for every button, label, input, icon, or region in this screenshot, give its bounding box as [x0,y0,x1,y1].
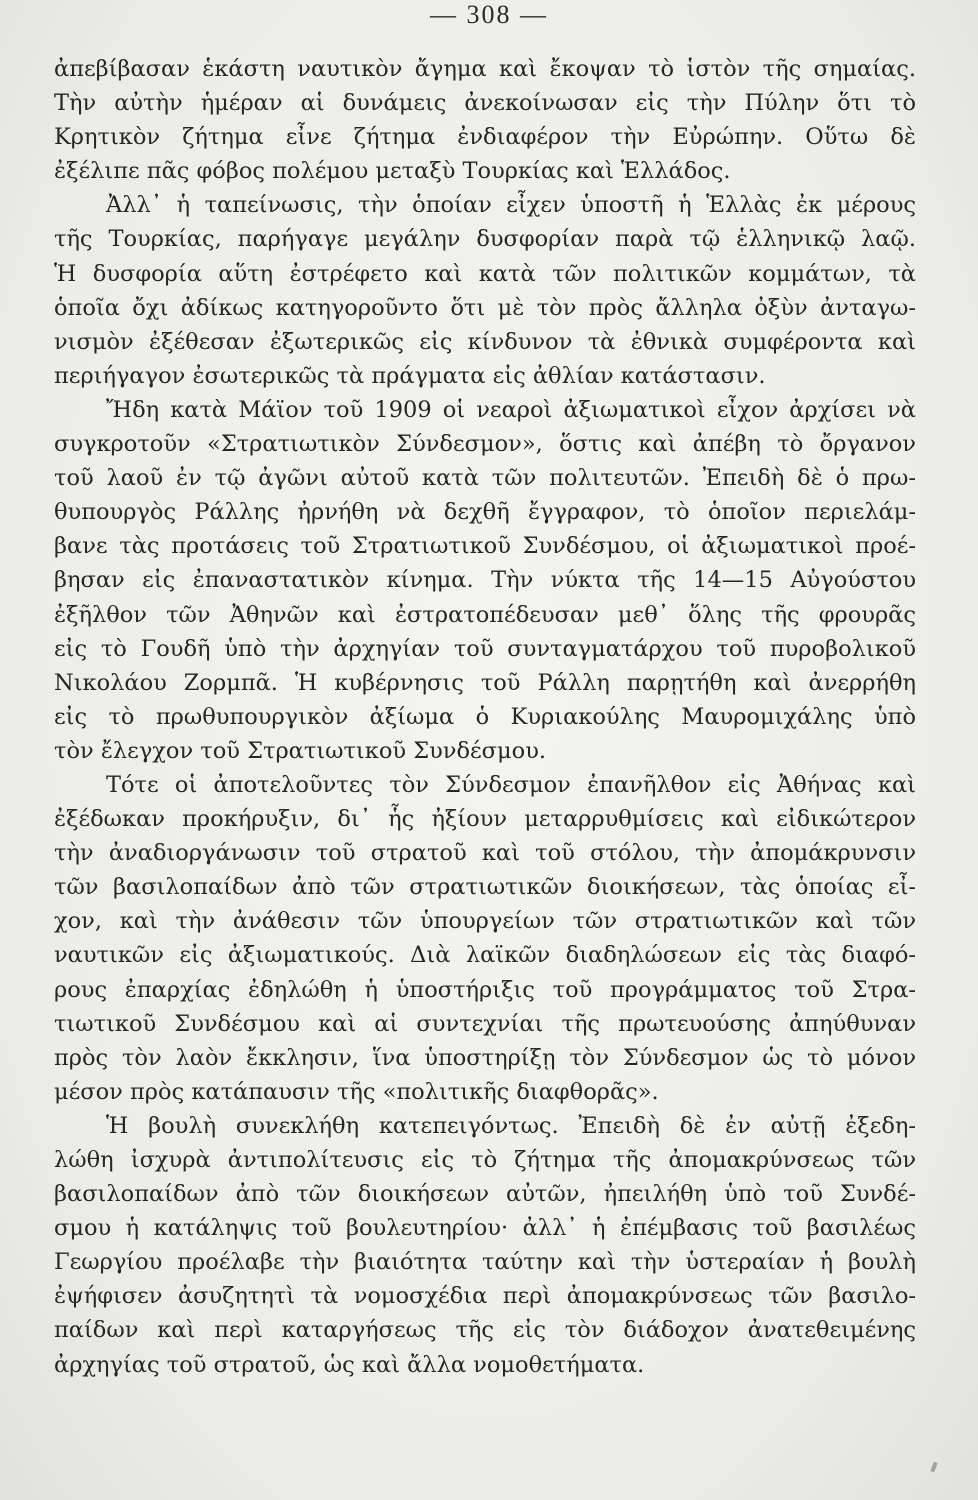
text-line: νισμὸν ἐξέθεσαν ἐξωτερικῶς εἰς κίνδυνον τὰ ἐθνικὰ συμφέροντα καὶ [54,328,916,355]
page-number: — 308 — [430,0,548,29]
text-line: βησαν εἰς ἐπαναστατικὸν κίνημα. Τὴν νύκτα τῆς 14—15 Αὐγούστου [54,567,916,594]
text-line: Ἡ δυσφορία αὕτη ἐστρέφετο καὶ κατὰ τῶν πολιτικῶν κομμάτων, τὰ [54,260,916,287]
text-line: μέσον πρὸς κατάπαυσιν τῆς «πολιτικῆς διαφθορᾶς». [54,1078,659,1105]
text-line: ὁποῖα ὄχι ἀδίκως κατηγοροῦντο ὅτι μὲ τὸν πρὸς ἄλληλα ὀξὺν ἀνταγω- [54,294,916,321]
text-line: βασιλοπαίδων ἀπὸ τῶν διοικήσεων αὐτῶν, ἠπειλήθη ὑπὸ τοῦ Συνδέ- [54,1181,916,1208]
text-line: τοῦ λαοῦ ἐν τῷ ἀγῶνι αὐτοῦ κατὰ τῶν πολιτευτῶν. Ἐπειδὴ δὲ ὁ πρω- [54,465,916,492]
text-line: θυπουργὸς Ράλλης ἠρνήθη νὰ δεχθῆ ἔγγραφον, τὸ ὁποῖον περιελάμ- [54,499,916,526]
text-line: Γεωργίου προέλαβε τὴν βιαιότητα ταύτην καὶ τὴν ὑστεραίαν ἡ βουλὴ [54,1249,916,1276]
text-line: Τὴν αὐτὴν ἡμέραν αἱ δυνάμεις ἀνεκοίνωσαν εἰς τὴν Πύλην ὅτι τὸ [54,90,916,117]
text-line: χον, καὶ τὴν ἀνάθεσιν τῶν ὑπουργείων τῶν στρατιωτικῶν καὶ τῶν [54,908,916,935]
text-line: ἐψήφισεν ἀσυζητητὶ τὰ νομοσχέδια περὶ ἀπομακρύνσεως τῶν βασιλο- [54,1283,916,1310]
text-line: ἐξέδωκαν προκήρυξιν, δι᾽ ἧς ἠξίουν μεταρρυθμίσεις καὶ εἰδικώτερον [54,806,916,833]
text-line: τιωτικοῦ Συνδέσμου καὶ αἱ συντεχνίαι τῆς πρωτευούσης ἀπηύθυναν [54,1010,916,1037]
text-line: συγκροτοῦν «Στρατιωτικὸν Σύνδεσμον», ὅστις καὶ ἀπέβη τὸ ὄργανον [54,431,916,458]
text-line: Ἀλλ᾽ ἡ ταπείνωσις, τὴν ὁποίαν εἶχεν ὑποστῆ ἡ Ἑλλὰς ἐκ μέρους [106,192,916,219]
text-line: παίδων καὶ περὶ καταργήσεως τῆς εἰς τὸν διάδοχον ἀνατεθειμένης [54,1317,916,1344]
text-line: Τότε οἱ ἀποτελοῦντες τὸν Σύνδεσμον ἐπανῆλθον εἰς Ἀθήνας καὶ [106,771,916,798]
text-line: πρὸς τὸν λαὸν ἔκκλησιν, ἵνα ὑποστηρίξῃ τὸν Σύνδεσμον ὡς τὸ μόνον [54,1044,916,1071]
text-line: ἐξέλιπε πᾶς φόβος πολέμου μεταξὺ Τουρκίας καὶ Ἑλλάδος. [54,158,731,185]
text-line: ἀρχηγίας τοῦ στρατοῦ, ὡς καὶ ἄλλα νομοθετήματα. [54,1351,645,1378]
text-line: τῆς Τουρκίας, παρήγαγε μεγάλην δυσφορίαν παρὰ τῷ ἑλληνικῷ λαῷ. [54,226,916,253]
text-line: σμου ἡ κατάληψις τοῦ βουλευτηρίου· ἀλλ᾽ ἡ ἐπέμβασις τοῦ βασιλέως [54,1215,916,1242]
text-line: εἰς τὸ Γουδῆ ὑπὸ τὴν ἀρχηγίαν τοῦ συνταγματάρχου τοῦ πυροβολικοῦ [54,635,916,662]
text-line: Κρητικὸν ζήτημα εἶνε ζήτημα ἐνδιαφέρον τὴν Εὐρώπην. Οὕτω δὲ [54,124,916,151]
text-line: εἰς τὸ πρωθυπουργικὸν ἀξίωμα ὁ Κυριακούλης Μαυρομιχάλης ὑπὸ [54,703,916,730]
text-line: ἀπεβίβασαν ἑκάστη ναυτικὸν ἄγημα καὶ ἔκοψαν τὸ ἱστὸν τῆς σημαίας. [54,56,916,82]
text-line: περιήγαγον ἐσωτερικῶς τὰ πράγματα εἰς ἀθλίαν κατάστασιν. [54,362,766,389]
print-speck [930,1462,937,1473]
text-line: Νικολάου Ζορμπᾶ. Ἡ κυβέρνησις τοῦ Ράλλη παρῃτήθη καὶ ἀνερρήθη [54,669,916,696]
text-line: βανε τὰς προτάσεις τοῦ Στρατιωτικοῦ Συνδέσμου, οἱ ἀξιωματικοὶ προέ- [54,533,916,560]
text-line: ρους ἐπαρχίας ἐδηλώθη ἡ ὑποστήριξις τοῦ προγράμματος τοῦ Στρα- [54,976,916,1003]
text-line: Ἡ βουλὴ συνεκλήθη κατεπειγόντως. Ἐπειδὴ δὲ ἐν αὐτῇ ἐξεδη- [106,1112,916,1139]
text-line: τὸν ἔλεγχον τοῦ Στρατιωτικοῦ Συνδέσμου. [54,737,547,764]
text-line: τῶν βασιλοπαίδων ἀπὸ τῶν στρατιωτικῶν διοικήσεων, τὰς ὁποίας εἶ- [54,874,916,901]
text-line: Ἤδη κατὰ Μάϊον τοῦ 1909 οἱ νεαροὶ ἀξιωματικοὶ εἶχον ἀρχίσει νὰ [106,396,916,423]
text-line: ναυτικῶν εἰς ἀξιωματικούς. Διὰ λαϊκῶν διαδηλώσεων εἰς τὰς διαφό- [54,942,916,969]
text-line: ἐξῆλθον τῶν Ἀθηνῶν καὶ ἐστρατοπέδευσαν μεθ᾽ ὅλης τῆς φρουρᾶς [54,601,916,628]
text-line: τὴν ἀναδιοργάνωσιν τοῦ στρατοῦ καὶ τοῦ στόλου, τὴν ἀπομάκρυνσιν [54,840,916,867]
text-line: λώθη ἰσχυρὰ ἀντιπολίτευσις εἰς τὸ ζήτημα τῆς ἀπομακρύνσεως τῶν [54,1147,916,1173]
body-text [54,52,916,1382]
